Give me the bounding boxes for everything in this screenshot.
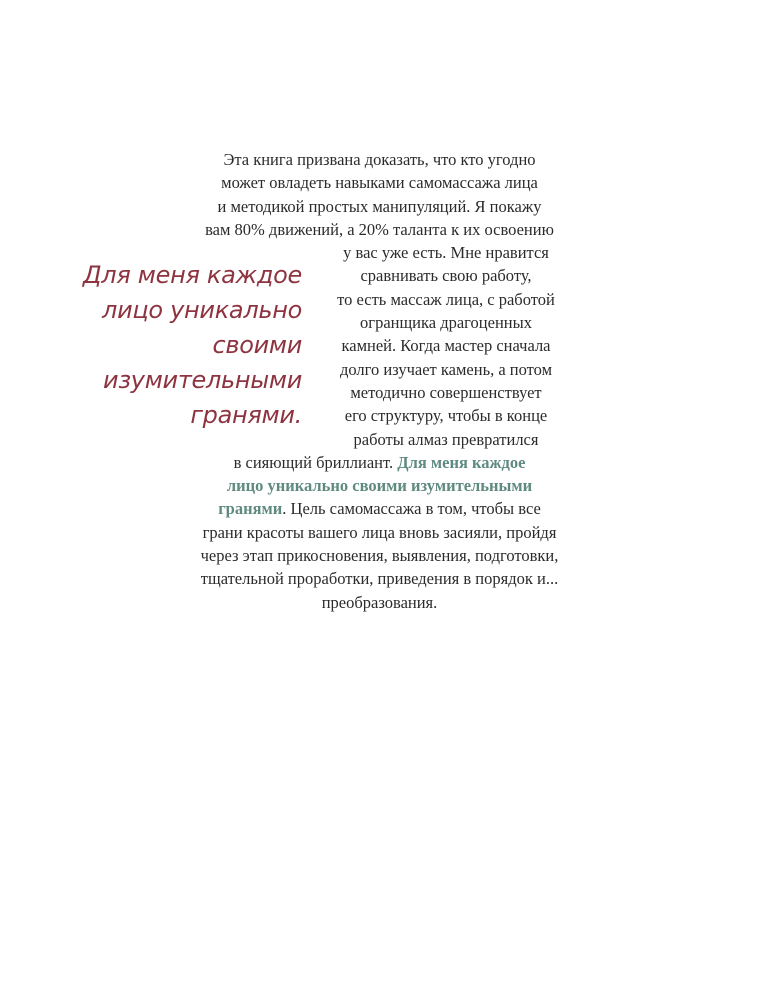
paragraph-line: камней. Когда мастер сначала xyxy=(341,336,551,356)
paragraph-line: и методикой простых манипуляций. Я покажу xyxy=(217,196,542,216)
paragraph-line xyxy=(0,451,759,474)
paragraph-line: работы алмаз превратился xyxy=(353,429,539,449)
paragraph-line: сравнивать свою работу, xyxy=(360,266,532,286)
highlighted-quote: лицо уникально своими изумительными xyxy=(226,476,533,496)
paragraph-line: преобразования. xyxy=(321,592,438,612)
paragraph-line: то есть массаж лица, с работой xyxy=(337,289,555,309)
paragraph-line: тщательной проработки, приведения в порядок и... xyxy=(200,569,559,589)
paragraph-text: в сияющий бриллиант. xyxy=(233,452,398,472)
paragraph-line: может овладеть навыками самомассажа лица xyxy=(221,173,538,193)
paragraph-line: долго изучает камень, а потом xyxy=(339,359,553,379)
pull-quote-line: лицо уникально xyxy=(102,296,302,324)
paragraph-line: огранщика драгоценных xyxy=(360,313,532,333)
paragraph-line xyxy=(0,474,759,497)
paragraph-line: его структуру, чтобы в конце xyxy=(344,406,548,426)
paragraph-line: грани красоты вашего лица вновь засияли, пройдя xyxy=(202,522,557,542)
paragraph-line: у вас уже есть. Мне нравится xyxy=(343,243,549,263)
paragraph-line xyxy=(0,497,759,520)
pull-quote-line: гранями. xyxy=(190,401,302,429)
paragraph-line: Эта книга призвана доказать, что кто угодно xyxy=(223,150,536,169)
paragraph-line: вам 80% движений, а 20% таланта к их освоению xyxy=(205,219,554,239)
paragraph-text: . Цель самомассажа в том, чтобы все xyxy=(282,499,541,519)
highlighted-quote: гранями xyxy=(218,499,283,519)
paragraph-line: через этап прикосновения, выявления, подготовки, xyxy=(200,546,559,566)
paragraph-line: методично совершенствует xyxy=(350,382,542,402)
body-paragraph xyxy=(0,148,759,614)
pull-quote-line: Для меня каждое xyxy=(82,261,302,289)
pull-quote-line: изумительными xyxy=(103,366,302,394)
pull-quote-line: своими xyxy=(212,331,302,359)
highlighted-quote: Для меня каждое xyxy=(397,452,526,472)
